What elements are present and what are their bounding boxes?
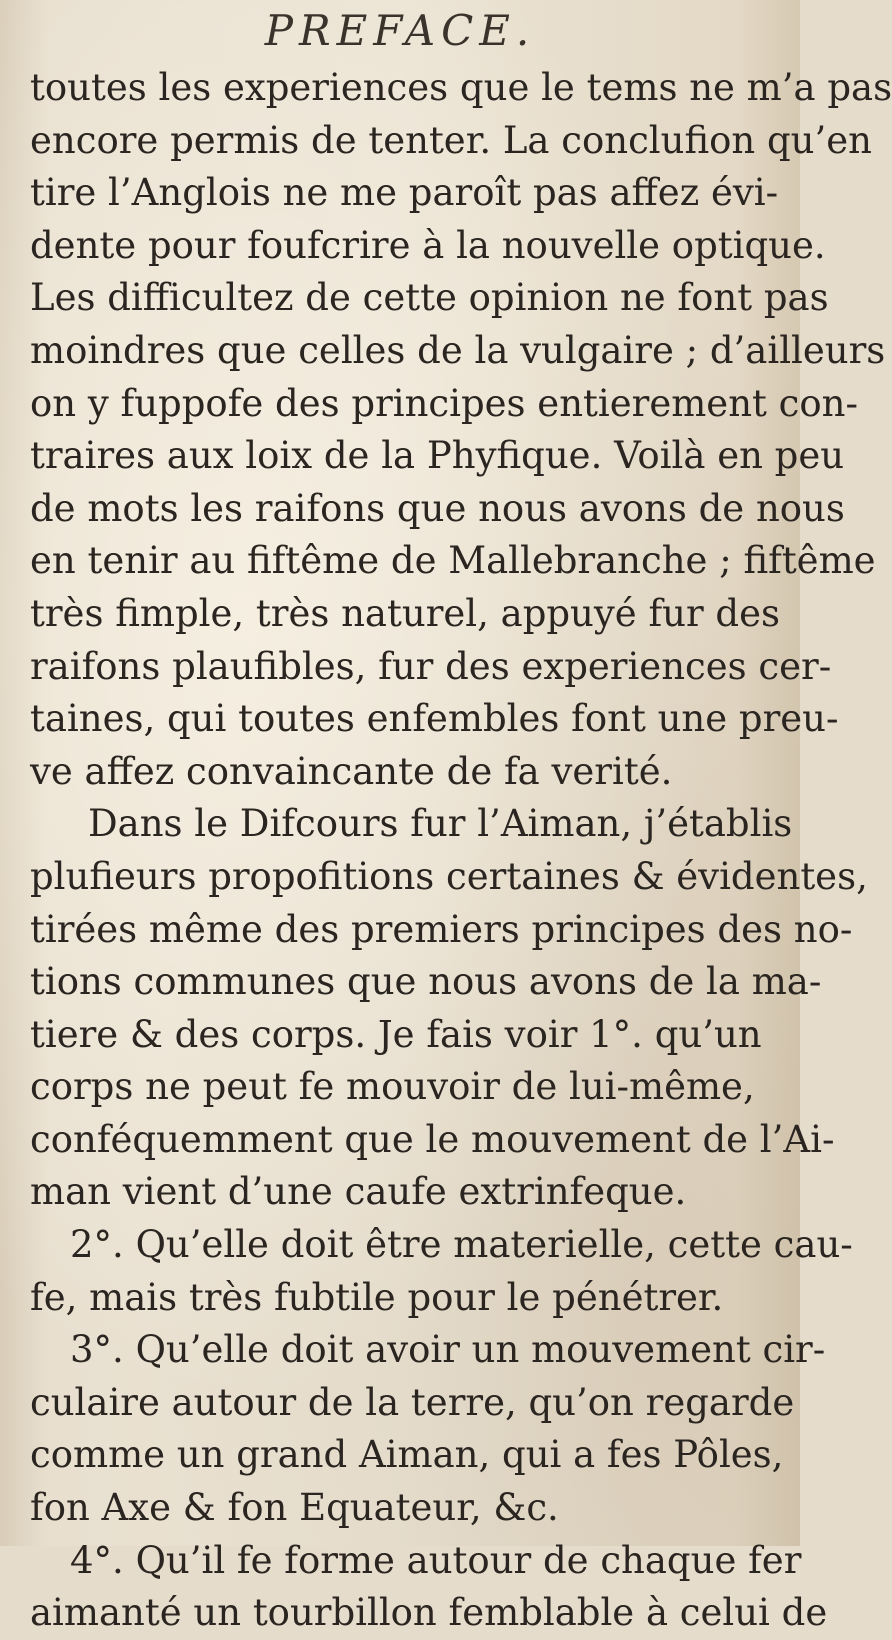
text-line: raifons plaufibles, fur des experiences cer- bbox=[30, 644, 832, 688]
text-line: fe, mais très fubtile pour le pénétrer. bbox=[30, 1275, 724, 1319]
numbered-point-line: 4°. Qu’il fe forme autour de chaque fer bbox=[70, 1538, 802, 1582]
text-line: Les difficultez de cette opinion ne font pas bbox=[30, 276, 829, 320]
text-line: corps ne peut fe mouvoir de lui-même, bbox=[30, 1065, 755, 1109]
text-line: taines, qui toutes enfembles font une preu- bbox=[30, 697, 839, 741]
text-line: comme un grand Aiman, qui a fes Pôles, bbox=[30, 1433, 784, 1477]
text-line: traires aux loix de la Phyfique. Voilà en peu bbox=[30, 434, 845, 478]
text-line: fon Axe & fon Equateur, &c. bbox=[30, 1486, 559, 1530]
text-line: on y fuppofe des principes entierement con- bbox=[30, 381, 858, 425]
text-line: tions communes que nous avons de la ma- bbox=[30, 960, 822, 1004]
running-head: PREFACE. bbox=[264, 6, 536, 55]
text-line: en tenir au fiftême de Mallebranche ; fiftême bbox=[30, 539, 876, 583]
text-line: man vient d’une caufe extrinfeque. bbox=[30, 1170, 687, 1214]
body-text bbox=[30, 62, 892, 1640]
paragraph-start-line: Dans le Difcours fur l’Aiman, j’établis bbox=[88, 802, 793, 846]
text-line: tire l’Anglois ne me paroît pas affez évi- bbox=[30, 171, 779, 215]
numbered-point-line: 2°. Qu’elle doit être materielle, cette cau- bbox=[70, 1223, 853, 1267]
text-line: conféquemment que le mouvement de l’Ai- bbox=[30, 1117, 835, 1161]
text-line: dente pour foufcrire à la nouvelle optique. bbox=[30, 223, 826, 267]
text-line: toutes les experiences que le tems ne m’a pas bbox=[30, 66, 892, 109]
text-line: tirées même des premiers principes des no- bbox=[30, 907, 853, 951]
text-line: très fimple, très naturel, appuyé fur des bbox=[30, 591, 780, 635]
text-line: de mots les raifons que nous avons de nous bbox=[30, 486, 845, 530]
text-line: plufieurs propofitions certaines & évidentes, bbox=[30, 854, 868, 898]
text-line: aimanté un tourbillon femblable à celui de bbox=[30, 1591, 828, 1635]
text-line: moindres que celles de la vulgaire ; d’ailleurs bbox=[30, 328, 886, 372]
text-line: ve affez convaincante de fa verité. bbox=[30, 749, 673, 793]
text-line: encore permis de tenter. La conclufion qu’en bbox=[30, 118, 873, 162]
text-line: culaire autour de la terre, qu’on regarde bbox=[30, 1380, 795, 1424]
numbered-point-line: 3°. Qu’elle doit avoir un mouvement cir- bbox=[70, 1328, 826, 1372]
text-line: tiere & des corps. Je fais voir 1°. qu’un bbox=[30, 1012, 762, 1056]
